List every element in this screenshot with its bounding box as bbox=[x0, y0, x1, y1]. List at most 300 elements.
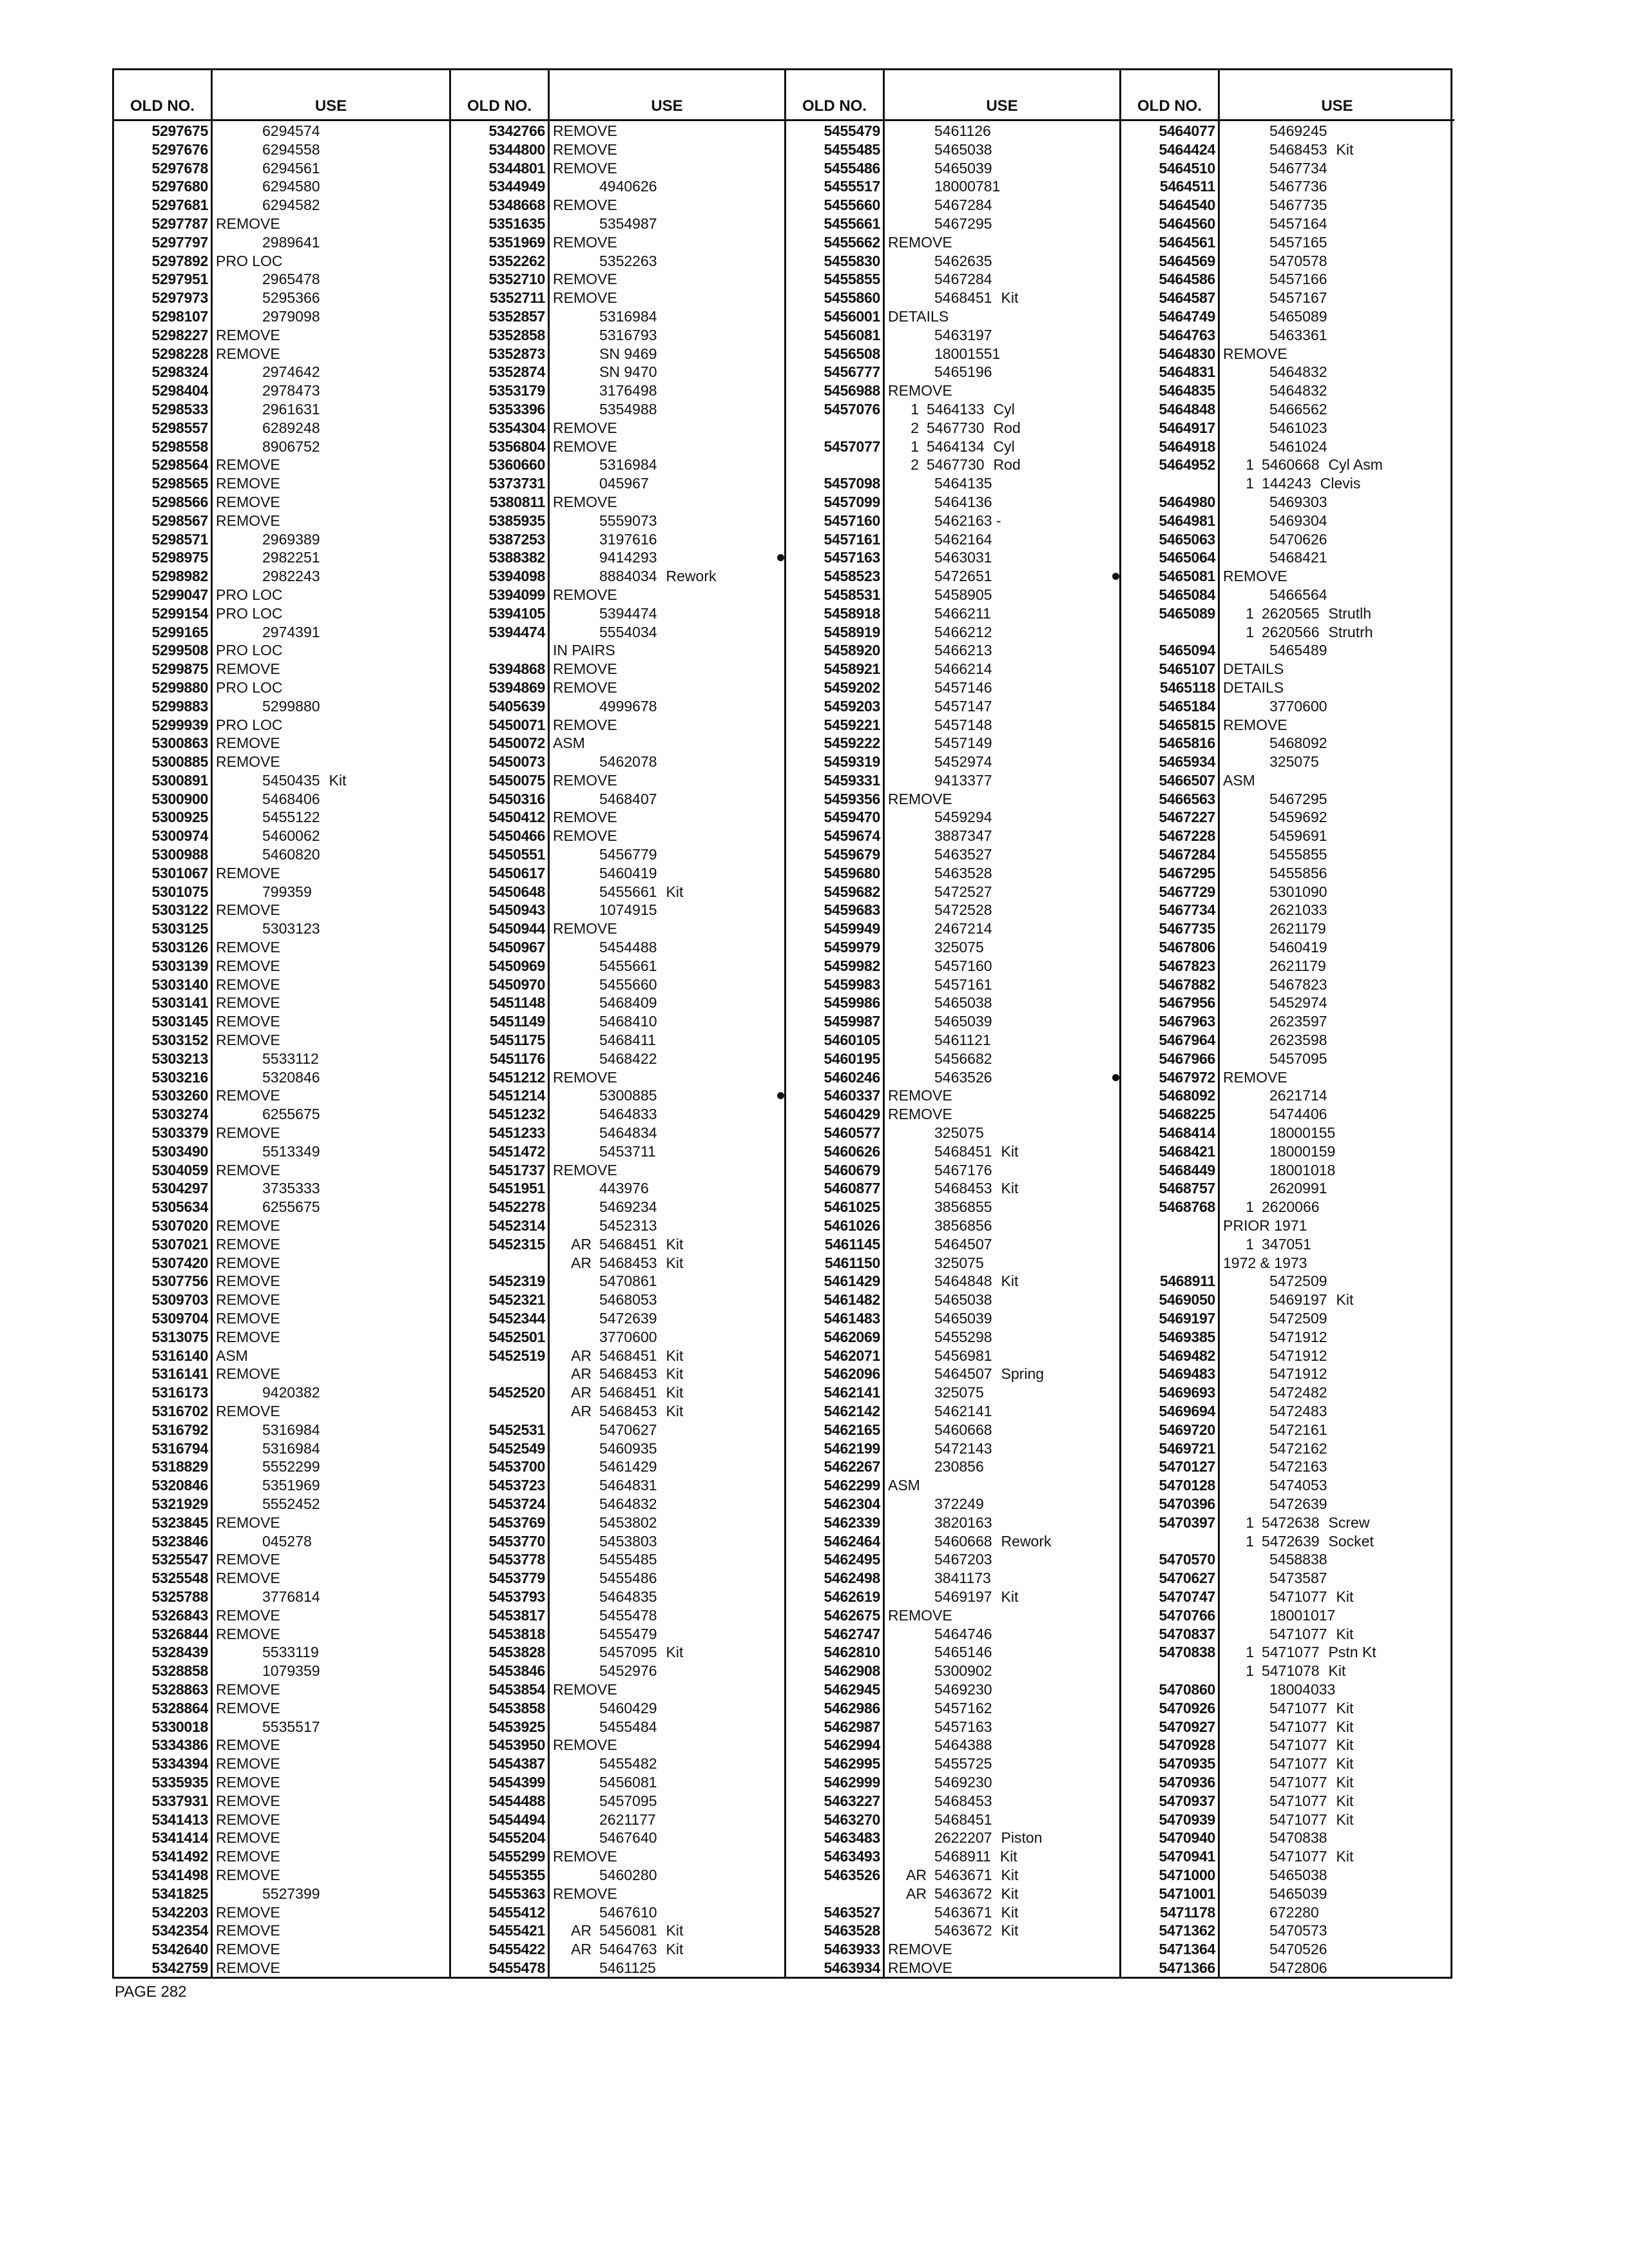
use-number: 5452974 bbox=[934, 753, 992, 771]
use-value bbox=[934, 196, 1117, 215]
use-value bbox=[599, 1718, 782, 1736]
table-row bbox=[114, 1532, 449, 1551]
use-value bbox=[1269, 1847, 1452, 1866]
part-note: Strutlh bbox=[1328, 604, 1372, 622]
old-number: 5380811 bbox=[489, 493, 545, 510]
table-row bbox=[451, 177, 784, 196]
table-row bbox=[786, 1105, 1119, 1124]
use-number: 5468453 bbox=[934, 1792, 992, 1809]
old-number: 5460429 bbox=[824, 1106, 880, 1123]
part-note: Kit bbox=[1328, 1662, 1346, 1680]
use-value bbox=[1269, 1718, 1452, 1736]
table-row bbox=[451, 1811, 784, 1829]
table-row bbox=[1121, 1105, 1454, 1124]
table-row bbox=[451, 1514, 784, 1532]
table-row bbox=[451, 1588, 784, 1606]
old-number: 5452315 bbox=[488, 1235, 545, 1253]
use-value bbox=[599, 975, 782, 994]
old-number: 5459331 bbox=[824, 771, 880, 789]
use-value bbox=[1269, 400, 1452, 419]
table-row bbox=[451, 678, 784, 697]
old-number: 5450969 bbox=[488, 957, 545, 974]
use-number: 5457166 bbox=[1269, 271, 1327, 288]
old-number: 5451472 bbox=[488, 1142, 545, 1160]
old-number: 5456508 bbox=[824, 345, 880, 362]
use-value bbox=[216, 1754, 447, 1773]
use-value bbox=[216, 864, 447, 883]
old-number: 5464763 bbox=[1159, 326, 1215, 343]
use-number: REMOVE bbox=[216, 994, 280, 1012]
use-number: 5552452 bbox=[262, 1495, 320, 1512]
old-number: 5457099 bbox=[824, 493, 880, 510]
table-row bbox=[114, 1198, 449, 1216]
old-number: 5300925 bbox=[151, 809, 208, 826]
old-number: 5337931 bbox=[151, 1792, 208, 1809]
old-number: 5453723 bbox=[488, 1477, 545, 1494]
old-number: 5394098 bbox=[488, 568, 545, 585]
old-number: 5385935 bbox=[488, 512, 545, 529]
old-number: 5463934 bbox=[824, 1959, 880, 1976]
use-value bbox=[934, 530, 1117, 549]
table-row bbox=[114, 1514, 449, 1532]
old-number: 5455517 bbox=[824, 178, 880, 195]
part-note: Kit bbox=[999, 1848, 1017, 1865]
use-value bbox=[216, 1216, 447, 1235]
old-number: 5463270 bbox=[824, 1811, 880, 1828]
use-number: 3197616 bbox=[599, 530, 657, 548]
table-row bbox=[786, 252, 1119, 271]
use-number: 5464507 bbox=[934, 1235, 992, 1253]
table-row bbox=[451, 363, 784, 381]
use-number: REMOVE bbox=[553, 437, 617, 455]
old-number: 5461483 bbox=[824, 1310, 880, 1327]
use-number: REMOVE bbox=[1223, 568, 1287, 585]
use-value bbox=[934, 1421, 1117, 1439]
old-number: 5464835 bbox=[1159, 382, 1215, 399]
table-row bbox=[114, 419, 449, 437]
use-value bbox=[553, 159, 782, 178]
table-row bbox=[451, 1457, 784, 1476]
old-number: 5460105 bbox=[824, 1032, 880, 1049]
use-number: IN PAIRS bbox=[553, 642, 615, 659]
use-number: 5461121 bbox=[934, 1032, 991, 1049]
use-number: 5460820 bbox=[262, 846, 320, 863]
table-row bbox=[451, 1680, 784, 1699]
table-row bbox=[1121, 363, 1454, 381]
use-value bbox=[216, 1161, 447, 1180]
old-number: 5303213 bbox=[151, 1050, 208, 1067]
use-value bbox=[934, 493, 1117, 512]
use-number: 5457148 bbox=[934, 716, 992, 733]
old-number: 5342759 bbox=[151, 1959, 208, 1976]
use-number: 3176498 bbox=[599, 382, 657, 399]
use-number: REMOVE bbox=[216, 753, 280, 771]
old-number: 5320846 bbox=[151, 1477, 208, 1494]
old-number: 5463527 bbox=[824, 1903, 880, 1921]
old-number: 5298228 bbox=[151, 345, 208, 362]
use-number: 5465038 bbox=[934, 140, 992, 158]
use-value bbox=[553, 1680, 782, 1699]
old-number: 5352857 bbox=[488, 307, 545, 325]
use-value bbox=[1269, 586, 1452, 604]
old-number: 5461145 bbox=[824, 1235, 880, 1253]
old-number: 5452319 bbox=[488, 1273, 545, 1290]
use-value bbox=[888, 1105, 1117, 1124]
old-number: 5465816 bbox=[1159, 735, 1215, 752]
use-number: 5464134 bbox=[927, 437, 985, 455]
use-number: 1074915 bbox=[599, 901, 657, 919]
use-value bbox=[1269, 1476, 1452, 1495]
old-number: 5464981 bbox=[1159, 512, 1215, 529]
table-column-3 bbox=[784, 70, 1119, 1977]
use-number: PRO LOC bbox=[216, 678, 283, 696]
use-value bbox=[1269, 1347, 1452, 1365]
use-number: REMOVE bbox=[553, 271, 617, 288]
old-number: 5471178 bbox=[1159, 1903, 1215, 1921]
use-number: 5463672 bbox=[934, 1922, 992, 1939]
use-value bbox=[262, 1421, 447, 1439]
use-value bbox=[599, 345, 782, 363]
use-value bbox=[262, 1142, 447, 1161]
table-row bbox=[451, 437, 784, 456]
use-number: 325075 bbox=[934, 939, 984, 956]
old-number: 5453779 bbox=[488, 1570, 545, 1587]
use-value bbox=[553, 1347, 782, 1365]
use-value bbox=[934, 140, 1117, 159]
part-note: Rework bbox=[1001, 1532, 1052, 1550]
table-row bbox=[451, 919, 784, 938]
use-number: 5463672 bbox=[934, 1885, 992, 1902]
old-number: 5470940 bbox=[1159, 1829, 1215, 1847]
old-number: 5457161 bbox=[824, 530, 880, 548]
table-row bbox=[786, 1643, 1119, 1662]
table-row bbox=[786, 363, 1119, 381]
table-row bbox=[114, 734, 449, 753]
use-number: 5467610 bbox=[599, 1903, 657, 1921]
table-row bbox=[1121, 1662, 1454, 1680]
old-number: 5316173 bbox=[151, 1384, 208, 1401]
part-note: Screw bbox=[1328, 1514, 1370, 1531]
use-number: 6294561 bbox=[262, 159, 320, 177]
use-number: REMOVE bbox=[216, 1792, 280, 1809]
use-number: 5468451 bbox=[599, 1235, 657, 1253]
part-note: Rod bbox=[993, 456, 1021, 474]
use-number: 5471077 bbox=[1262, 1644, 1320, 1661]
table-row bbox=[114, 196, 449, 215]
old-number: 5313075 bbox=[151, 1328, 208, 1345]
old-number: 5462987 bbox=[824, 1718, 880, 1735]
use-value bbox=[1269, 326, 1452, 345]
use-value bbox=[599, 1811, 782, 1829]
table-row bbox=[451, 994, 784, 1012]
table-row bbox=[114, 1439, 449, 1458]
use-number: 6294582 bbox=[262, 197, 320, 214]
use-number: REMOVE bbox=[216, 475, 280, 492]
use-value bbox=[934, 474, 1117, 493]
table-column-2 bbox=[449, 70, 784, 1977]
use-number: REMOVE bbox=[553, 920, 617, 937]
table-row bbox=[786, 1291, 1119, 1309]
table-row bbox=[451, 1903, 784, 1922]
use-number: REMOVE bbox=[216, 493, 280, 510]
use-number: REMOVE bbox=[553, 660, 617, 678]
old-number: 5348668 bbox=[488, 197, 545, 214]
use-value bbox=[599, 753, 782, 771]
table-row bbox=[451, 716, 784, 735]
header-use: USE bbox=[1321, 97, 1353, 115]
use-number: 5455298 bbox=[934, 1328, 992, 1345]
use-number: 5472528 bbox=[934, 901, 992, 919]
table-row bbox=[114, 1365, 449, 1383]
use-number: 5467735 bbox=[1269, 197, 1327, 214]
use-value bbox=[934, 345, 1117, 363]
use-number: 2979098 bbox=[262, 307, 320, 325]
old-number: 5450551 bbox=[488, 846, 545, 863]
use-value bbox=[216, 901, 447, 919]
use-number: 443976 bbox=[599, 1180, 649, 1197]
use-number: 2621179 bbox=[1269, 920, 1326, 937]
header-old-no: OLD NO. bbox=[1137, 97, 1202, 115]
old-number: 5471001 bbox=[1159, 1885, 1215, 1902]
use-number: 5455482 bbox=[599, 1755, 657, 1773]
table-row bbox=[451, 1439, 784, 1458]
table-row bbox=[114, 159, 449, 178]
table-row bbox=[1121, 474, 1454, 493]
table-row bbox=[786, 1328, 1119, 1347]
old-number: 5342203 bbox=[151, 1903, 208, 1921]
table-row bbox=[1121, 530, 1454, 549]
use-number: 2621033 bbox=[1269, 901, 1327, 919]
use-number: REMOVE bbox=[216, 1903, 280, 1921]
old-number: 5328864 bbox=[151, 1699, 208, 1716]
old-number: 5307020 bbox=[151, 1217, 208, 1235]
use-number: 5465039 bbox=[1269, 1885, 1327, 1902]
use-number: PRO LOC bbox=[216, 604, 283, 622]
old-number: 5451232 bbox=[488, 1106, 545, 1123]
table-row bbox=[786, 1086, 1119, 1105]
table-row bbox=[1121, 307, 1454, 326]
use-number: 5465039 bbox=[934, 1013, 992, 1030]
use-number: 5463671 bbox=[934, 1903, 992, 1921]
table-row bbox=[451, 1124, 784, 1142]
use-value bbox=[216, 1235, 447, 1254]
table-row bbox=[451, 1012, 784, 1031]
part-note: Kit bbox=[666, 1922, 684, 1939]
old-number: 5451737 bbox=[488, 1161, 545, 1178]
old-number: 5459987 bbox=[824, 1013, 880, 1030]
as-required-flag: AR bbox=[571, 1941, 592, 1958]
use-number: 799359 bbox=[262, 883, 312, 900]
old-number: 5459979 bbox=[824, 939, 880, 956]
use-number: REMOVE bbox=[553, 1848, 617, 1865]
use-value bbox=[934, 697, 1117, 716]
table-row bbox=[114, 1272, 449, 1291]
use-value bbox=[1269, 1161, 1452, 1180]
use-number: 2621179 bbox=[1269, 957, 1326, 974]
table-row bbox=[786, 1031, 1119, 1050]
table-row bbox=[114, 586, 449, 604]
old-number: 5467972 bbox=[1159, 1068, 1215, 1086]
old-number: 5463483 bbox=[824, 1829, 880, 1847]
use-value bbox=[1269, 1050, 1452, 1068]
use-value bbox=[934, 753, 1117, 771]
use-number: REMOVE bbox=[216, 735, 280, 752]
table-row bbox=[1121, 512, 1454, 530]
use-number: REMOVE bbox=[216, 1254, 280, 1271]
use-value bbox=[934, 548, 1117, 567]
use-value bbox=[553, 1068, 782, 1087]
table-row bbox=[451, 1179, 784, 1198]
table-row bbox=[114, 1736, 449, 1754]
old-number: 5356804 bbox=[488, 437, 545, 455]
table-row bbox=[786, 400, 1119, 419]
table-row bbox=[786, 177, 1119, 196]
table-row bbox=[451, 1365, 784, 1383]
use-value bbox=[1269, 530, 1452, 549]
old-number: 5470941 bbox=[1159, 1848, 1215, 1865]
old-number: 5458920 bbox=[824, 642, 880, 659]
use-number: 5533112 bbox=[262, 1050, 319, 1067]
use-value bbox=[599, 1829, 782, 1847]
use-number: DETAILS bbox=[1223, 678, 1284, 696]
use-number: 5457095 bbox=[1269, 1050, 1327, 1067]
use-number: 3856855 bbox=[934, 1198, 992, 1216]
old-number: 5467295 bbox=[1159, 864, 1215, 881]
use-number: REMOVE bbox=[216, 1811, 280, 1828]
use-value bbox=[216, 1347, 447, 1365]
old-number: 5309703 bbox=[151, 1291, 208, 1309]
use-value bbox=[599, 1421, 782, 1439]
use-value bbox=[599, 307, 782, 326]
use-value bbox=[1269, 307, 1452, 326]
use-number: 5470626 bbox=[1269, 530, 1327, 548]
old-number: 5457077 bbox=[824, 437, 880, 455]
table-row bbox=[114, 1309, 449, 1328]
table-row bbox=[1121, 1940, 1454, 1959]
use-number: 5468453 bbox=[1269, 140, 1327, 158]
table-row bbox=[786, 437, 1119, 456]
part-note: Kit bbox=[1336, 1588, 1354, 1605]
old-number: 5318829 bbox=[151, 1458, 208, 1475]
use-value bbox=[934, 567, 1117, 586]
old-number: 5352873 bbox=[488, 345, 545, 362]
table-row bbox=[114, 1885, 449, 1903]
part-note: Kit bbox=[1001, 1142, 1019, 1160]
table-row bbox=[451, 1736, 784, 1754]
use-number: REMOVE bbox=[553, 289, 617, 307]
use-value bbox=[553, 289, 782, 307]
use-number: REMOVE bbox=[553, 233, 617, 251]
use-number: 2989641 bbox=[262, 233, 320, 251]
use-number: 325075 bbox=[1269, 753, 1319, 771]
old-number: 5450316 bbox=[488, 790, 545, 807]
use-number: REMOVE bbox=[216, 215, 280, 232]
use-number: 2623597 bbox=[1269, 1013, 1327, 1030]
use-value bbox=[262, 381, 447, 400]
use-number: 5471077 bbox=[1269, 1792, 1327, 1809]
old-number: 5298571 bbox=[151, 530, 208, 548]
table-row bbox=[1121, 1198, 1454, 1216]
old-number: 5464540 bbox=[1159, 197, 1215, 214]
table-row bbox=[114, 252, 449, 271]
use-number: 5300902 bbox=[934, 1662, 992, 1680]
use-number: 5455725 bbox=[934, 1755, 992, 1773]
old-number: 5394474 bbox=[488, 623, 545, 640]
use-number: 5462635 bbox=[934, 252, 992, 269]
old-number: 5464952 bbox=[1159, 456, 1215, 474]
old-number: 5451176 bbox=[489, 1050, 545, 1067]
use-value bbox=[599, 1309, 782, 1328]
old-number: 5316141 bbox=[151, 1365, 208, 1383]
use-number: REMOVE bbox=[216, 1365, 280, 1383]
use-value bbox=[262, 1476, 447, 1495]
use-number: 5469245 bbox=[1269, 122, 1327, 139]
old-number: 5455830 bbox=[824, 252, 880, 269]
use-number: 5468453 bbox=[934, 1180, 992, 1197]
table-row bbox=[114, 1699, 449, 1718]
use-value bbox=[553, 1383, 782, 1402]
table-row bbox=[786, 641, 1119, 660]
old-number: 5459949 bbox=[824, 920, 880, 937]
use-value bbox=[262, 1050, 447, 1068]
use-value bbox=[599, 1588, 782, 1606]
old-number: 5344800 bbox=[488, 140, 545, 158]
table-row bbox=[786, 1550, 1119, 1569]
use-value bbox=[262, 1105, 447, 1124]
use-number: 3841173 bbox=[934, 1570, 991, 1587]
table-row bbox=[786, 1662, 1119, 1680]
part-note: Kit bbox=[1336, 1625, 1354, 1642]
table-row bbox=[451, 512, 784, 530]
old-number: 5316792 bbox=[151, 1421, 208, 1438]
use-value bbox=[599, 901, 782, 919]
use-number: 5471077 bbox=[1269, 1811, 1327, 1828]
use-number: 5460062 bbox=[262, 827, 320, 845]
use-value bbox=[934, 1161, 1117, 1180]
use-value bbox=[907, 419, 1117, 437]
table-row bbox=[451, 1550, 784, 1569]
use-value bbox=[262, 363, 447, 381]
use-number: REMOVE bbox=[216, 1514, 280, 1531]
use-number: REMOVE bbox=[216, 975, 280, 993]
use-number: 8884034 bbox=[599, 568, 657, 585]
use-value bbox=[599, 1272, 782, 1291]
table-row bbox=[451, 938, 784, 957]
table-row bbox=[786, 567, 1119, 586]
old-number: 5457098 bbox=[824, 475, 880, 492]
old-number: 5316140 bbox=[151, 1347, 208, 1364]
table-row bbox=[1121, 938, 1454, 957]
use-number: REMOVE bbox=[553, 159, 617, 177]
table-row bbox=[451, 845, 784, 864]
use-number: 5455855 bbox=[1269, 846, 1327, 863]
use-value bbox=[553, 678, 782, 697]
old-number: 5459221 bbox=[824, 716, 880, 733]
old-number: 5459674 bbox=[824, 827, 880, 845]
use-value bbox=[907, 456, 1117, 474]
old-number: 5342354 bbox=[151, 1922, 208, 1939]
use-value bbox=[599, 1792, 782, 1811]
table-row bbox=[1121, 586, 1454, 604]
use-number: 2961631 bbox=[262, 400, 320, 418]
use-number: 5457160 bbox=[934, 957, 992, 974]
use-number: 5463031 bbox=[934, 549, 992, 566]
old-number: 5459202 bbox=[824, 678, 880, 696]
use-value bbox=[1223, 1068, 1452, 1087]
use-number: 3856856 bbox=[934, 1217, 992, 1235]
table-row bbox=[114, 289, 449, 307]
table-row bbox=[451, 252, 784, 271]
